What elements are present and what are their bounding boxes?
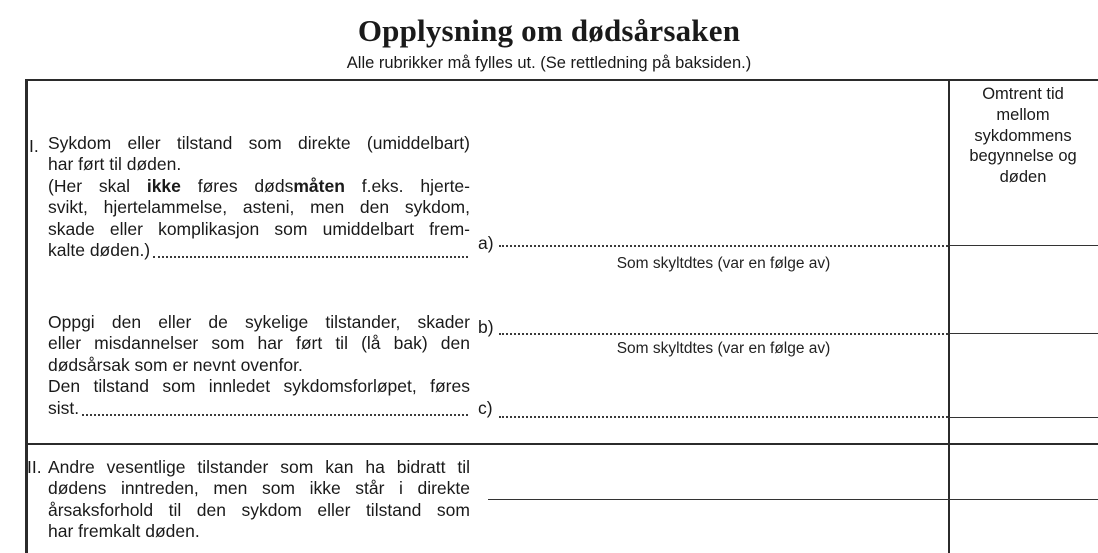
section-i-numeral: I. [29,136,39,156]
duration-row-line-a [948,245,1098,246]
instruction-line: dødsårsak som er nevnt ovenfor. [48,354,303,375]
due-to-caption-a: Som skyltdtes (var en følge av) [616,255,831,272]
instruction-line: har ført til døden. [48,154,182,175]
instruction-line: Den tilstand som innledet sykdomsforløpet, føres [48,376,470,397]
instruction-line: har fremkalt døden. [48,521,200,542]
instruction-line [48,176,470,197]
section-ii-numeral: II. [27,457,42,477]
duration-header-line: mellom [996,105,1050,124]
section-divider [25,443,1098,445]
duration-column-header [948,84,1098,188]
duration-row-line-b [948,333,1098,334]
table-top-border [25,79,1098,81]
field-line-b[interactable] [499,333,948,335]
instruction-line: Sykdom eller tilstand som direkte (umiddelbart) [48,133,470,153]
field-c-label: c) [478,398,493,418]
instruction-line: skade eller komplikasjon som umiddelbart frem- [48,218,470,239]
field-line-c[interactable] [499,416,948,418]
instruction-text: sist. [48,397,80,418]
field-b-label: b) [478,317,494,337]
dot-leader [82,414,468,416]
instruction-text: (Her skal [48,175,147,196]
dot-leader [153,256,468,258]
instruction-line: dødens inntreden, men som ikke står i direkte [48,478,470,499]
duration-row-line-c [948,417,1098,418]
section-ii-field-line[interactable] [488,499,1098,500]
instruction-text-bold: måten [293,175,345,196]
contributing-conditions-instructions [48,457,470,543]
instruction-text: føres døds [180,175,294,196]
form-subtitle: Alle rubrikker må fylles ut. (Se rettledning på baksiden.) [346,54,752,72]
page-title: Opplysning om dødsårsaken [357,13,741,48]
instruction-text: f.eks. hjerte- [344,175,470,196]
table-left-border [25,79,28,553]
instruction-line: Andre vesentlige tilstander som kan ha bidratt til [48,457,470,477]
field-a-label: a) [478,233,494,253]
instruction-line [48,240,470,261]
duration-header-line: Omtrent tid [982,85,1064,103]
instruction-text-bold: ikke [146,175,181,196]
duration-header-line: sykdommens [974,126,1072,145]
instruction-line: årsaksforhold til den sykdom eller tilstand som [48,499,470,520]
field-line-a[interactable] [499,245,948,247]
antecedent-conditions-instructions [48,312,470,419]
due-to-caption-b: Som skyltdtes (var en følge av) [616,340,831,357]
duration-header-line: begynnelse og [969,147,1077,166]
duration-header-line: døden [999,168,1047,187]
instruction-line [48,398,470,419]
instruction-text: kalte døden.) [48,240,151,261]
cause-of-death-instructions [48,133,470,261]
instruction-line: Oppgi den eller de sykelige tilstander, skader [48,312,470,332]
instruction-line: svikt, hjertelammelse, asteni, men den sykdom, [48,197,470,218]
instruction-line: eller misdannelser som har ført til (lå bak) den [48,333,470,354]
